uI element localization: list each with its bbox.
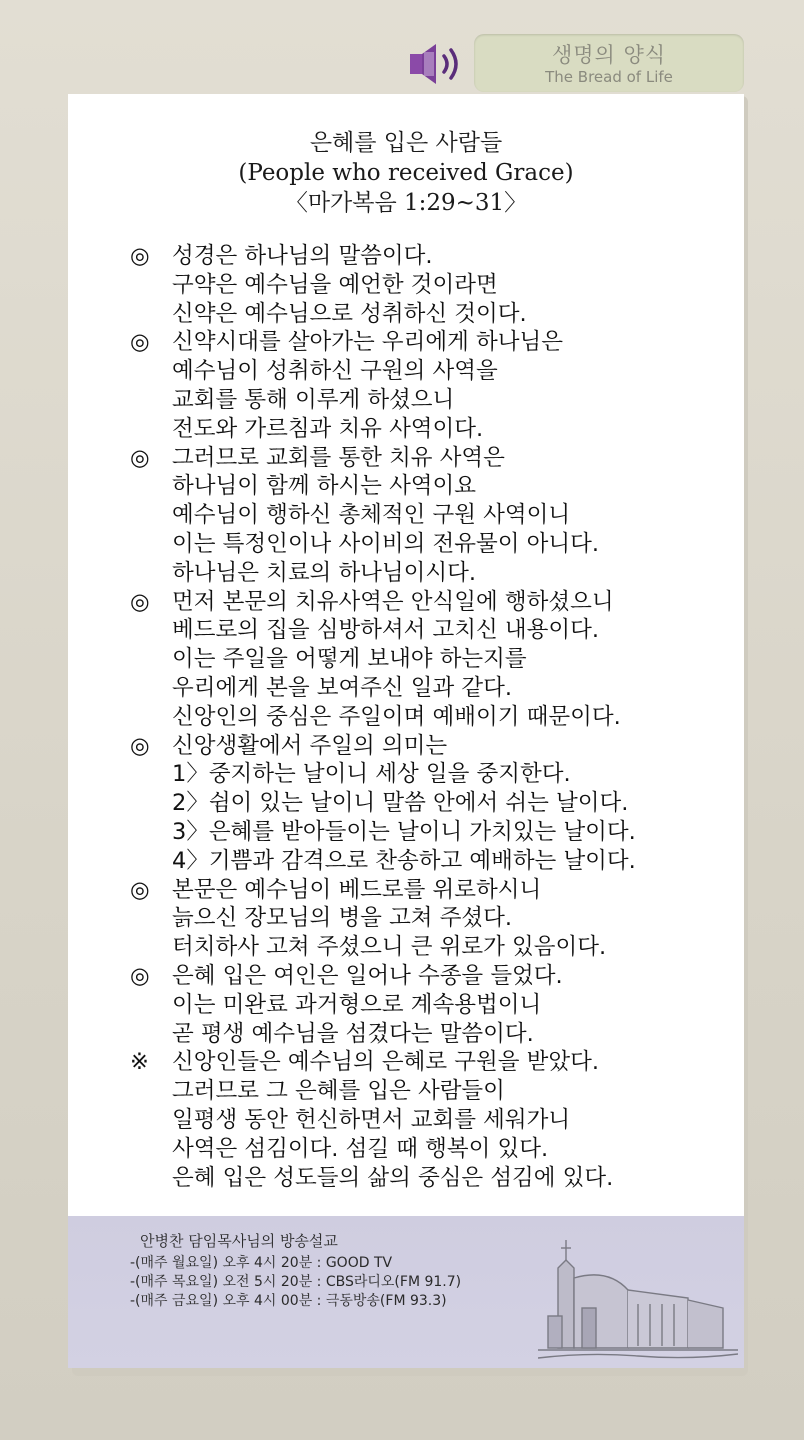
point-line: 4〉기쁨과 감격으로 찬송하고 예배하는 날이다. [172, 847, 636, 874]
broadcast-footer [68, 1216, 744, 1368]
point-line: 구약은 예수님을 예언한 것이라면 [172, 271, 498, 298]
point-lines [172, 444, 599, 588]
point-line: 2〉쉼이 있는 날이니 말씀 안에서 쉬는 날이다. [172, 790, 629, 817]
point-line: 은혜 입은 여인은 일어나 수종을 들었다. [172, 962, 563, 989]
point-line: 본문은 예수님이 베드로를 위로하시니 [172, 876, 542, 903]
point-line: 터치하사 고쳐 주셨으니 큰 위로가 있음이다. [172, 934, 607, 961]
point-line: 신앙인의 중심은 주일이며 예배이기 때문이다. [172, 703, 621, 730]
sermon-point [130, 588, 740, 732]
point-line: 이는 미완료 과거형으로 계속용법이니 [172, 991, 542, 1018]
sermon-point [130, 444, 740, 588]
point-line: 사역은 섬김이다. 섬길 때 행복이 있다. [172, 1135, 549, 1162]
header-title-kr: 생명의 양식 [551, 43, 667, 67]
sermon-scripture: 〈마가복음 1:29~31〉 [284, 190, 528, 216]
point-line: 1〉중지하는 날이니 세상 일을 중지한다. [172, 761, 571, 788]
point-line: 교회를 통해 이루게 하셨으니 [172, 386, 455, 413]
point-line: 그러므로 그 은혜를 입은 사람들이 [172, 1078, 505, 1105]
point-lines [172, 1048, 613, 1192]
point-line: 신앙인들은 예수님의 은혜로 구원을 받았다. [172, 1049, 599, 1076]
header-tab [474, 34, 744, 92]
point-line: 3〉은혜를 받아들이는 날이니 가치있는 날이다. [172, 818, 636, 845]
sermon-title-kr: 은혜를 입은 사람들 [309, 130, 503, 156]
sermon-title-block [68, 94, 744, 218]
church-building-illustration [538, 1238, 738, 1364]
header-title-en: The Bread of Life [545, 68, 673, 86]
point-bullet: ◎ [130, 732, 150, 759]
point-bullet: ※ [130, 1049, 149, 1076]
point-line: 곧 평생 예수님을 섬겼다는 말씀이다. [172, 1020, 534, 1047]
point-line: 하나님이 함께 하시는 사역이요 [172, 473, 477, 500]
point-line: 은혜 입은 성도들의 삶의 중심은 섬김에 있다. [172, 1164, 614, 1191]
point-line: 신약은 예수님으로 성취하신 것이다. [172, 300, 527, 327]
point-line: 이는 특정인이나 사이비의 전유물이 아니다. [172, 530, 599, 557]
point-bullet: ◎ [130, 444, 150, 471]
broadcast-title: 안병찬 담임목사님의 방송설교 [140, 1232, 338, 1250]
point-lines [172, 328, 563, 443]
sermon-paper [68, 94, 744, 1216]
point-line: 신앙생활에서 주일의 의미는 [172, 732, 448, 759]
point-lines [172, 732, 636, 876]
sermon-point [130, 962, 740, 1048]
point-line: 예수님이 행하신 총체적인 구원 사역이니 [172, 502, 571, 529]
point-line: 하나님은 치료의 하나님이시다. [172, 559, 477, 586]
schedule-item: -(매주 금요일) 오후 4시 00분 : 극동방송(FM 93.3) [130, 1293, 447, 1309]
point-line: 성경은 하나님의 말씀이다. [172, 243, 433, 269]
point-bullet: ◎ [130, 962, 150, 989]
schedule-item: -(매주 목요일) 오전 5시 20분 : CBS라디오(FM 91.7) [130, 1274, 462, 1290]
point-line: 일평생 동안 헌신하면서 교회를 세워가니 [172, 1106, 571, 1133]
point-lines [172, 962, 563, 1048]
sermon-points [130, 242, 740, 1192]
point-line: 이는 주일을 어떻게 보내야 하는지를 [172, 646, 527, 673]
point-lines [172, 588, 621, 732]
point-line: 전도와 가르침과 치유 사역이다. [172, 415, 484, 442]
point-lines [172, 876, 606, 962]
sermon-point [130, 876, 740, 962]
sermon-point [130, 1048, 740, 1192]
sermon-point [130, 732, 740, 876]
sermon-point [130, 328, 740, 443]
point-line: 늙으신 장모님의 병을 고쳐 주셨다. [172, 905, 513, 932]
point-lines [172, 242, 527, 328]
sermon-title-en: (People who received Grace) [238, 160, 574, 186]
point-line: 예수님이 성취하신 구원의 사역을 [172, 358, 498, 385]
point-line: 우리에게 본을 보여주신 일과 같다. [172, 674, 513, 701]
point-bullet: ◎ [130, 588, 150, 615]
point-line: 베드로의 집을 심방하셔서 고치신 내용이다. [172, 617, 599, 644]
point-bullet: ◎ [130, 243, 150, 269]
sermon-point [130, 242, 740, 328]
point-line: 먼저 본문의 치유사역은 안식일에 행하셨으니 [172, 588, 614, 615]
point-bullet: ◎ [130, 876, 150, 903]
broadcast-schedule [130, 1254, 461, 1311]
point-line: 그러므로 교회를 통한 치유 사역은 [172, 444, 505, 471]
schedule-item: -(매주 월요일) 오후 4시 20분 : GOOD TV [130, 1255, 393, 1271]
point-bullet: ◎ [130, 329, 150, 356]
speaker-icon[interactable] [406, 42, 468, 86]
point-line: 신약시대를 살아가는 우리에게 하나님은 [172, 329, 563, 356]
